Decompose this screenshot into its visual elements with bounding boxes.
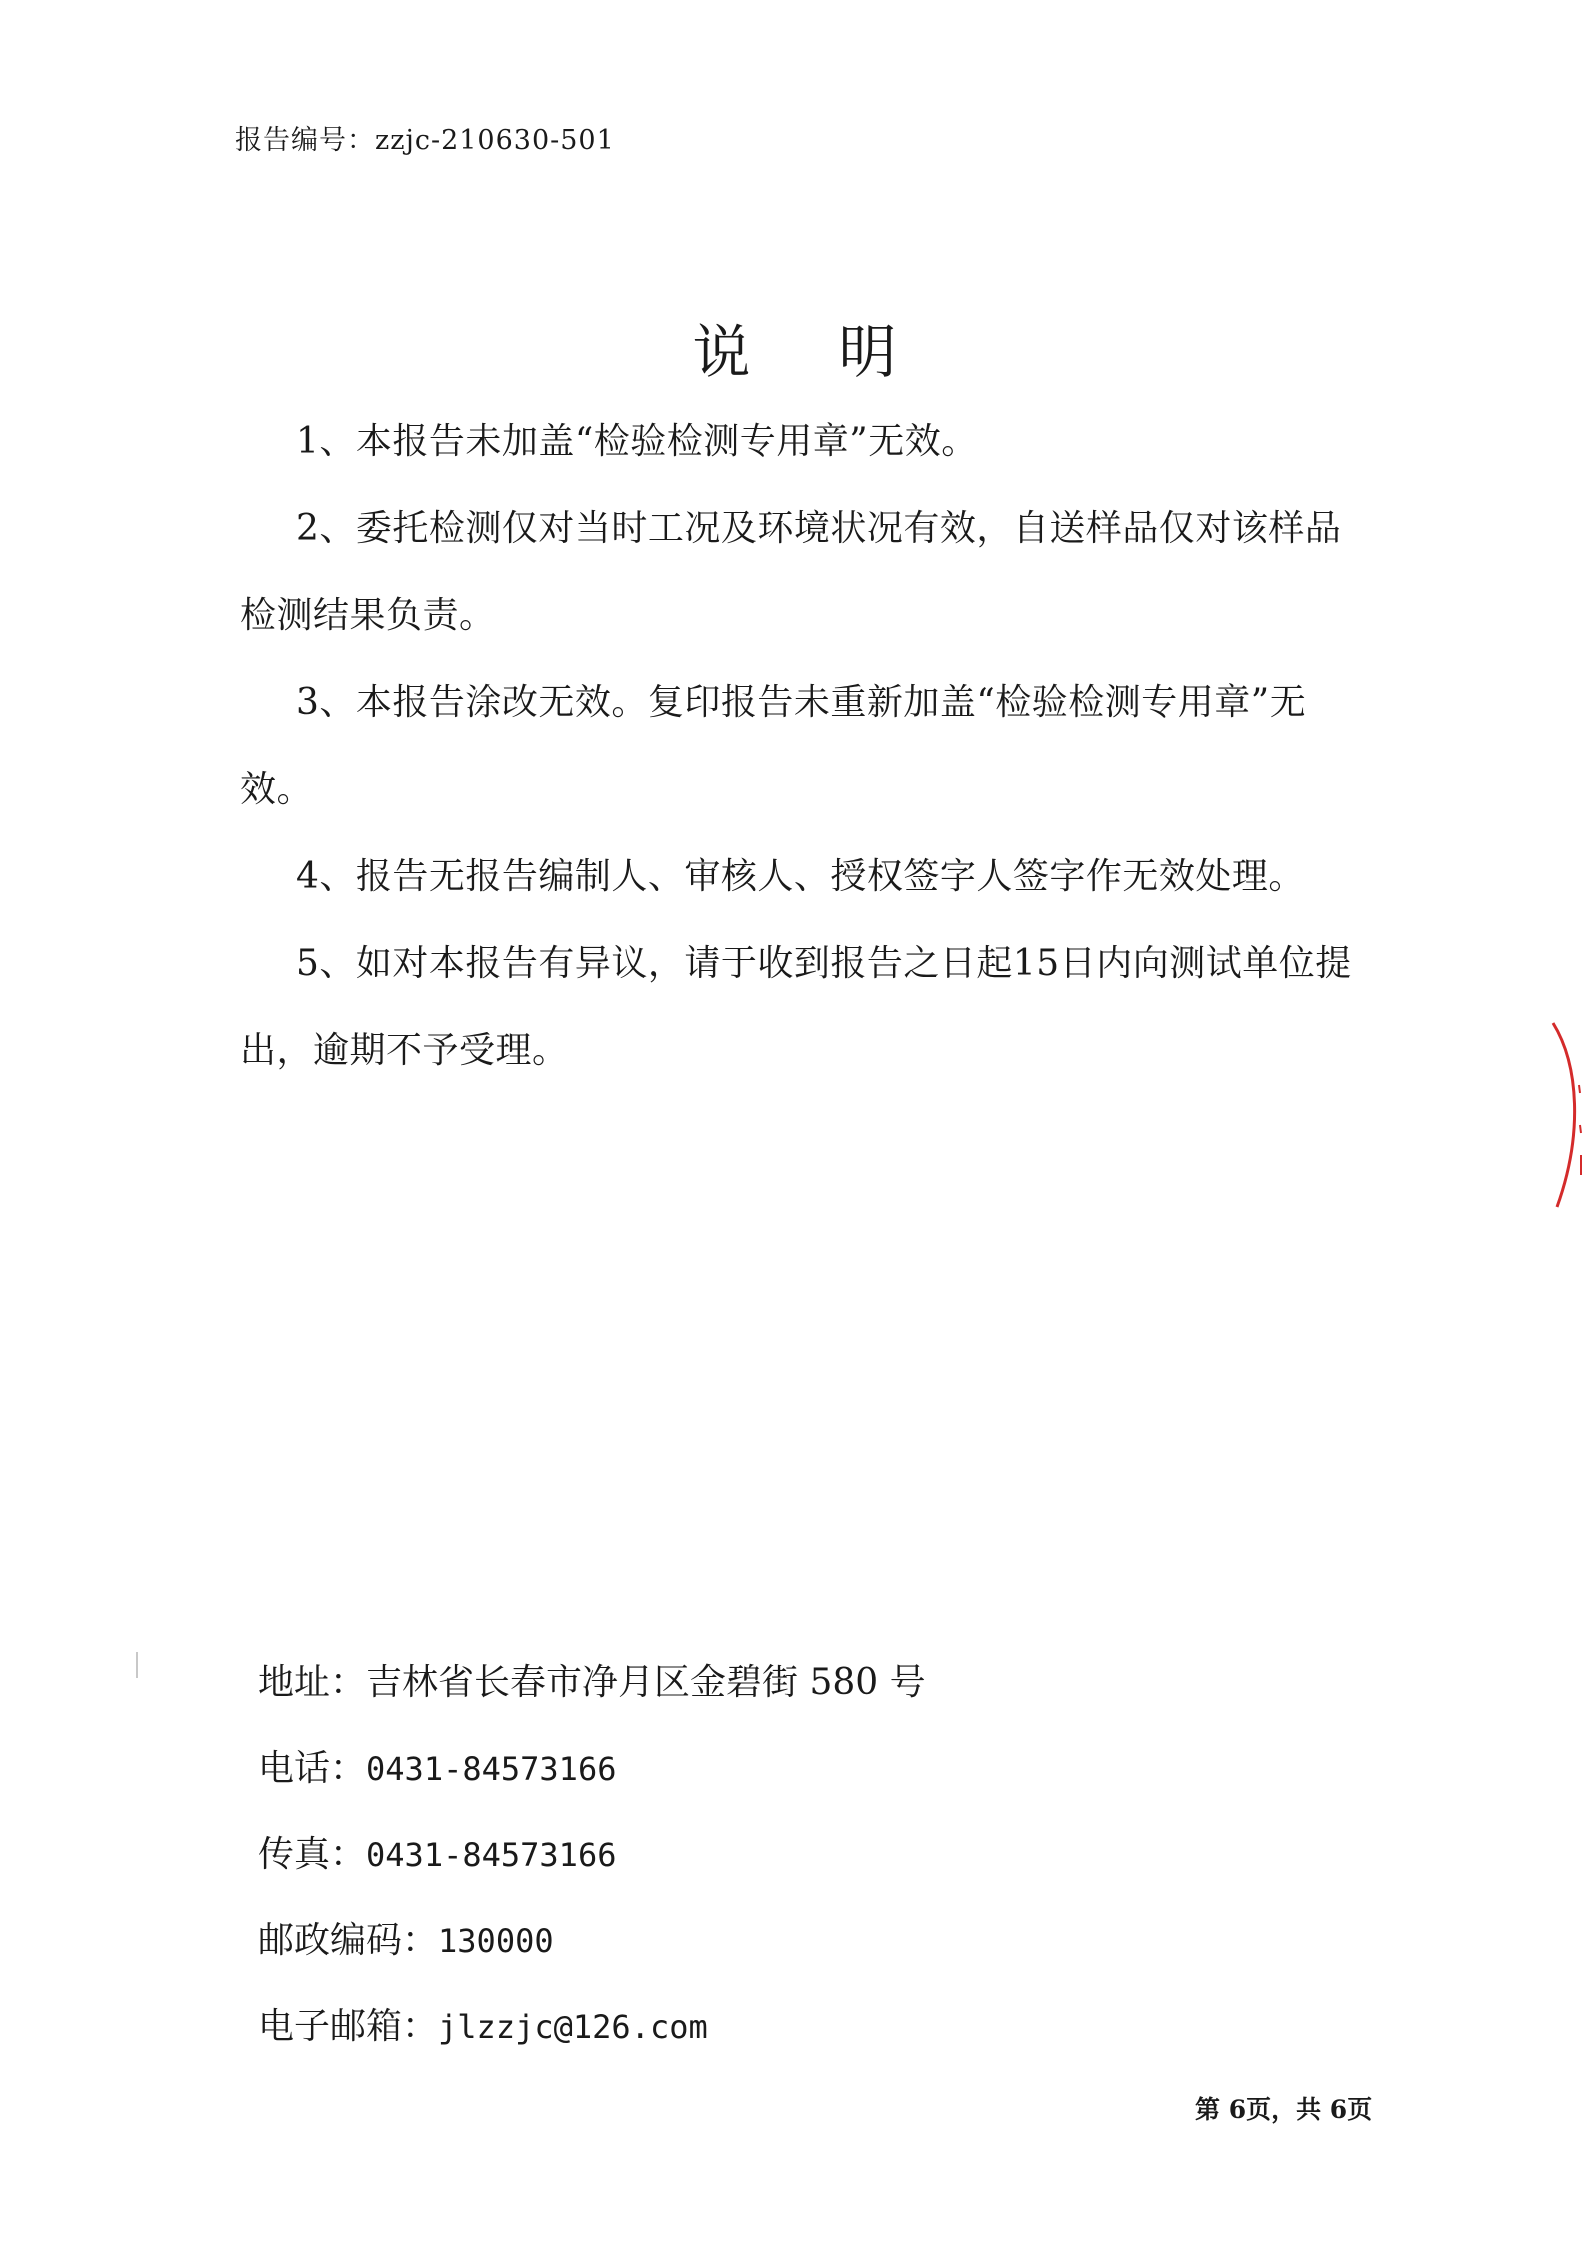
fax-row	[258, 1812, 926, 1898]
fax-label: 传真：	[258, 1834, 367, 1875]
email-row	[258, 1984, 926, 2070]
report-number: 报告编号：zzjc-210630-501	[235, 125, 615, 156]
postcode-row	[258, 1898, 926, 1984]
page-title: 说明	[692, 318, 985, 386]
phone-row	[258, 1726, 926, 1812]
email-value: jlzzjc@126.com	[438, 2008, 708, 2046]
email-label: 电子邮箱：	[258, 2006, 439, 2047]
page-number: 第 6页，共 6页	[1195, 2095, 1373, 2124]
note-item: 2、委托检测仅对当时工况及环境状况有效，自送样品仅对该样品检测结果负责。	[240, 508, 1342, 636]
postcode-label: 邮政编码：	[258, 1920, 439, 1961]
note-item: 4、报告无报告编制人、审核人、授权签字人签字作无效处理。	[296, 856, 1305, 897]
phone-value: 0431-84573166	[366, 1750, 617, 1788]
note-item: 5、如对本报告有异议，请于收到报告之日起15日内向测试单位提出，逾期不予受理。	[240, 943, 1352, 1071]
address-row	[258, 1640, 926, 1726]
note-item: 1、本报告未加盖“检验检测专用章”无效。	[296, 421, 978, 462]
address-value: 吉林省长春市净月区金碧街 580 号	[366, 1662, 926, 1703]
contact-info	[258, 1640, 926, 2070]
scan-mark	[136, 1652, 138, 1678]
notes-list	[240, 398, 1360, 1094]
phone-label: 电话：	[258, 1748, 367, 1789]
postcode-value: 130000	[438, 1922, 554, 1960]
fax-value: 0431-84573166	[366, 1836, 617, 1874]
note-item: 3、本报告涂改无效。复印报告未重新加盖“检验检测专用章”无效。	[240, 682, 1307, 810]
address-label: 地址：	[258, 1662, 367, 1703]
seal-edge-icon	[1549, 1015, 1589, 1215]
